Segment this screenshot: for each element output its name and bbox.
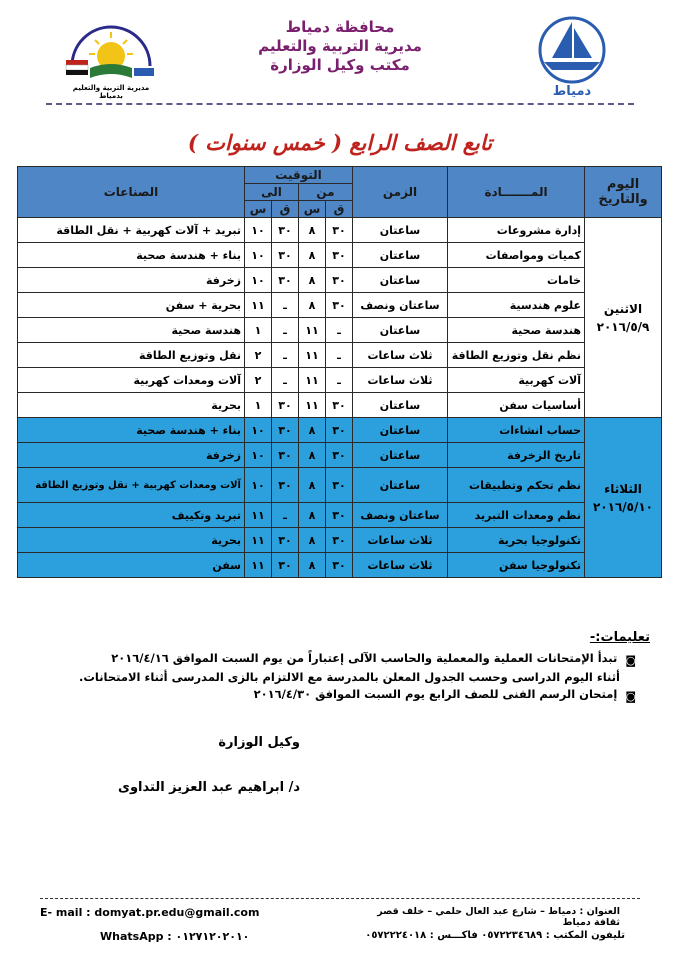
- to-hour-cell: ١١: [245, 293, 272, 318]
- to-minute-cell: ٣٠: [272, 218, 299, 243]
- instructions-title: تعليمات:-: [589, 630, 650, 645]
- from-hour-cell: ٨: [299, 218, 326, 243]
- header-to: الى: [245, 184, 299, 201]
- from-minute-cell: ٣٠: [326, 293, 353, 318]
- duration-cell: ساعتان: [353, 268, 448, 293]
- header-from-minute: ق: [326, 201, 353, 218]
- from-minute-cell: ٣٠: [326, 528, 353, 553]
- page-title: تابع الصف الرابع ( خمس سنوات ): [187, 130, 493, 155]
- from-minute-cell: ـ: [326, 318, 353, 343]
- from-hour-cell: ١١: [299, 343, 326, 368]
- to-minute-cell: ـ: [272, 343, 299, 368]
- duration-cell: ثلاث ساعات: [353, 553, 448, 578]
- governorate-name: محافظة دمياط: [285, 18, 395, 36]
- industries-cell: نقل وتوزيع الطاقة: [18, 343, 245, 368]
- day-date: ٢٠١٦/٥/٩: [596, 319, 650, 334]
- header-to-minute: ق: [272, 201, 299, 218]
- duration-cell: ساعتان: [353, 318, 448, 343]
- signature-name: د/ ابراهيم عبد العزيز التداوى: [118, 780, 300, 795]
- footer-email[interactable]: E- mail : domyat.pr.edu@gmail.com: [40, 906, 260, 919]
- header-day: اليوم والتاريخ: [585, 167, 662, 218]
- subject-cell: تاريخ الزخرفة: [448, 443, 585, 468]
- header-industries: الصناعات: [18, 167, 245, 218]
- duration-cell: ساعتان: [353, 393, 448, 418]
- duration-cell: ساعتان: [353, 243, 448, 268]
- day-name: الاثنين: [603, 301, 643, 316]
- day-cell: [585, 418, 662, 578]
- industries-cell: بحرية: [18, 528, 245, 553]
- footer-whatsapp: WhatsApp : ٠١٢٧١٢٠٢٠١٠: [100, 930, 250, 943]
- subject-cell: هندسة صحية: [448, 318, 585, 343]
- industries-cell: آلات ومعدات كهربية + نقل وتوزيع الطاقة: [18, 468, 245, 503]
- header-to-hour: س: [245, 201, 272, 218]
- day-cell: [585, 218, 662, 418]
- from-hour-cell: ٨: [299, 553, 326, 578]
- subject-cell: تكنولوجيا بحرية: [448, 528, 585, 553]
- to-minute-cell: ـ: [272, 293, 299, 318]
- subject-cell: علوم هندسية: [448, 293, 585, 318]
- to-minute-cell: ـ: [272, 318, 299, 343]
- to-hour-cell: ١٠: [245, 468, 272, 503]
- directorate-logo-caption: مديرية التربية والتعليم بدمياط: [72, 84, 150, 100]
- from-minute-cell: ٣٠: [326, 443, 353, 468]
- subject-cell: حساب انشاءات: [448, 418, 585, 443]
- subject-cell: نظم نقل وتوزيع الطاقة: [448, 343, 585, 368]
- instruction-text: تبدأ الإمتحانات العملية والمعملية والحاسب الآلى إعتباراً من يوم السبت الموافق ٢٠١٦/٤/١٦: [111, 651, 618, 665]
- instruction-item: [40, 687, 650, 704]
- to-hour-cell: ١٠: [245, 443, 272, 468]
- footer-address: العنوان : دمياط – شارع عبد العال حلمي – خلف قصر ثقافة دمياط: [377, 906, 620, 928]
- damietta-logo-text: دمياط: [552, 84, 592, 99]
- letterhead: [180, 18, 500, 75]
- industries-cell: بحرية: [18, 393, 245, 418]
- subject-cell: تكنولوجيا سفن: [448, 553, 585, 578]
- square-bullet-icon: ◙: [625, 654, 636, 667]
- industries-cell: هندسة صحية: [18, 318, 245, 343]
- footer-phone: تليفون المكتب : ٠٥٧٢٢٣٤٦٨٩ فاكـــس : ٠٥٧٢٢٢٤٠١٨: [365, 930, 625, 941]
- subject-cell: أساسيات سفن: [448, 393, 585, 418]
- from-hour-cell: ٨: [299, 468, 326, 503]
- from-minute-cell: ٣٠: [326, 418, 353, 443]
- industries-cell: زخرفة: [18, 268, 245, 293]
- subject-cell: خامات: [448, 268, 585, 293]
- to-hour-cell: ٢: [245, 343, 272, 368]
- from-hour-cell: ٨: [299, 528, 326, 553]
- from-minute-cell: ٣٠: [326, 553, 353, 578]
- duration-cell: ثلاث ساعات: [353, 368, 448, 393]
- header-divider: [46, 103, 634, 105]
- header-duration: الزمن: [353, 167, 448, 218]
- header-from-hour: س: [299, 201, 326, 218]
- from-minute-cell: ٣٠: [326, 243, 353, 268]
- from-hour-cell: ١١: [299, 368, 326, 393]
- industries-cell: زخرفة: [18, 443, 245, 468]
- from-hour-cell: ٨: [299, 443, 326, 468]
- exam-schedule-table: [17, 166, 662, 578]
- industries-cell: بناء + هندسة صحية: [18, 243, 245, 268]
- to-hour-cell: ١: [245, 393, 272, 418]
- header-subject: المـــــــادة: [448, 167, 585, 218]
- instruction-item: [40, 670, 650, 685]
- duration-cell: ساعتان: [353, 443, 448, 468]
- day-name: الثلاثاء: [604, 481, 642, 496]
- duration-cell: ثلاث ساعات: [353, 528, 448, 553]
- to-minute-cell: ـ: [272, 503, 299, 528]
- to-hour-cell: ١١: [245, 528, 272, 553]
- to-hour-cell: ٢: [245, 368, 272, 393]
- to-hour-cell: ١٠: [245, 243, 272, 268]
- from-minute-cell: ٣٠: [326, 468, 353, 503]
- duration-cell: ساعتان: [353, 218, 448, 243]
- from-hour-cell: ١١: [299, 393, 326, 418]
- from-minute-cell: ـ: [326, 343, 353, 368]
- subject-cell: كميات ومواصفات: [448, 243, 585, 268]
- industries-cell: بناء + هندسة صحية: [18, 418, 245, 443]
- industries-cell: سفن: [18, 553, 245, 578]
- to-minute-cell: ٣٠: [272, 243, 299, 268]
- directorate-name: مديرية التربية والتعليم: [258, 37, 422, 55]
- to-minute-cell: ٣٠: [272, 393, 299, 418]
- from-hour-cell: ٨: [299, 268, 326, 293]
- subject-cell: نظم تحكم وتطبيقات: [448, 468, 585, 503]
- industries-cell: تبريد وتكييف: [18, 503, 245, 528]
- instruction-item: [40, 651, 650, 668]
- from-hour-cell: ٨: [299, 243, 326, 268]
- to-minute-cell: ـ: [272, 368, 299, 393]
- industries-cell: تبريد + آلات كهربية + نقل الطاقة: [18, 218, 245, 243]
- to-minute-cell: ٣٠: [272, 443, 299, 468]
- office-name: مكتب وكيل الوزارة: [270, 56, 410, 74]
- to-hour-cell: ١٠: [245, 418, 272, 443]
- from-hour-cell: ٨: [299, 418, 326, 443]
- to-hour-cell: ١١: [245, 553, 272, 578]
- header-from: من: [299, 184, 353, 201]
- from-minute-cell: ٣٠: [326, 268, 353, 293]
- duration-cell: ساعتان: [353, 418, 448, 443]
- to-hour-cell: ١: [245, 318, 272, 343]
- industries-cell: آلات ومعدات كهربية: [18, 368, 245, 393]
- instructions-section: [40, 630, 650, 706]
- to-minute-cell: ٣٠: [272, 528, 299, 553]
- to-hour-cell: ١١: [245, 503, 272, 528]
- industries-cell: بحرية + سفن: [18, 293, 245, 318]
- subject-cell: آلات كهربية: [448, 368, 585, 393]
- signature-role: وكيل الوزارة: [218, 735, 300, 750]
- to-hour-cell: ١٠: [245, 218, 272, 243]
- subject-cell: إدارة مشروعات: [448, 218, 585, 243]
- from-minute-cell: ٣٠: [326, 218, 353, 243]
- duration-cell: ثلاث ساعات: [353, 343, 448, 368]
- from-hour-cell: ٨: [299, 293, 326, 318]
- to-minute-cell: ٣٠: [272, 268, 299, 293]
- duration-cell: ساعتان: [353, 468, 448, 503]
- footer-divider: [40, 898, 640, 899]
- to-hour-cell: ١٠: [245, 268, 272, 293]
- instruction-text: أثناء اليوم الدراسى وحسب الجدول المعلن بالمدرسة مع الالتزام بالزى المدرسى أثناء الامتحانات.: [78, 670, 620, 684]
- to-minute-cell: ٣٠: [272, 468, 299, 503]
- duration-cell: ساعتان ونصف: [353, 503, 448, 528]
- from-hour-cell: ١١: [299, 318, 326, 343]
- subject-cell: نظم ومعدات التبريد: [448, 503, 585, 528]
- to-minute-cell: ٣٠: [272, 418, 299, 443]
- from-minute-cell: ٣٠: [326, 393, 353, 418]
- duration-cell: ساعتان ونصف: [353, 293, 448, 318]
- from-minute-cell: ٣٠: [326, 503, 353, 528]
- instruction-text: إمتحان الرسم الفنى للصف الرابع يوم السبت الموافق ٢٠١٦/٤/٣٠: [253, 687, 618, 701]
- from-minute-cell: ـ: [326, 368, 353, 393]
- day-date: ٢٠١٦/٥/١٠: [592, 499, 654, 514]
- square-bullet-icon: ◙: [625, 690, 636, 703]
- from-hour-cell: ٨: [299, 503, 326, 528]
- header-timing: التوقيت: [245, 167, 353, 184]
- directorate-logo: [62, 18, 160, 92]
- to-minute-cell: ٣٠: [272, 553, 299, 578]
